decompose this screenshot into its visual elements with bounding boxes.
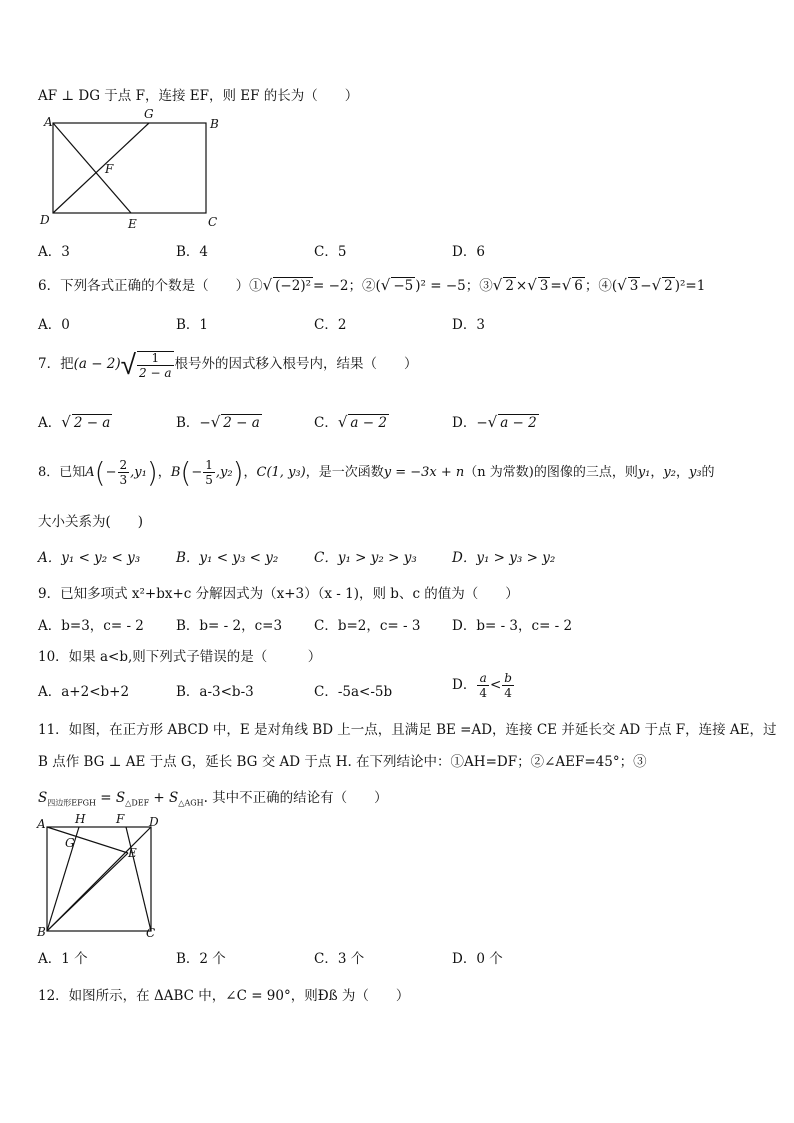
q11-label-C: C: [146, 926, 156, 940]
q11-stem-line3: $S_{四边形EFGH} = S_{\triangle DEF} + S_{\triangle AGH}$. 其中不正确的结论有（ ）: [38, 790, 388, 808]
q5-option-d: D．6: [452, 244, 485, 260]
q5-label-G: G: [144, 107, 154, 121]
q9-stem: 9．已知多项式 x²+bx+c 分解因式为（x+3）（x - 1)，则 b、c 的值为（ ）: [38, 586, 519, 602]
q11-label-H: H: [75, 812, 86, 826]
q12-stem: 12．如图所示，在 ΔABC 中，∠C = 90°，则Ðß 为（ ）: [38, 988, 410, 1004]
q11-label-D: D: [149, 815, 159, 829]
q10-option-d: D． $\frac{a}{4}$ < $\frac{b}{4}$: [452, 671, 512, 700]
q7-option-d: D．−√ a − 2: [452, 413, 537, 431]
q9-option-c: C．b=2，c= - 3: [314, 618, 421, 634]
q7-option-b: B．−√ 2 − a: [176, 413, 260, 431]
q11-option-a: A．1 个: [38, 951, 88, 967]
q11-option-b: B．2 个: [176, 951, 226, 967]
q6-stem: 6．下列各式正确的个数是（ ）①√ (−2)² = −2；②(√ −5 )² = −5；③√ 2 ×√ 3 =√ 6 ；④(√ 3 −√ 2 )²=1: [38, 276, 706, 294]
q8-stem: 8．已知A(− $\frac{2}{3}$ ,y₁)，B(− $\frac{1}{5}$ ,y₂)，C(1, y₃)，是一次函数y = −3x + n（n 为常数)的图像的三点，则y₁，y₂，y₃的: [38, 456, 715, 489]
q7-stem: 7．把(a − 2)√ $\frac{1}{2 - a}$ 根号外的因式移入根号内，结果（ ）: [38, 348, 418, 381]
q7-option-c: C．√ a − 2: [314, 413, 387, 431]
q10-stem: 10．如果 a<b,则下列式子错误的是（ ）: [38, 649, 322, 665]
q11-stem-line1: 11．如图，在正方形 ABCD 中，E 是对角线 BD 上一点，且满足 BE =AD，连接 CE 并延长交 AD 于点 F，连接 AE，过: [38, 722, 777, 738]
q6-option-b: B．1: [176, 317, 209, 333]
q11-stem-line2: B 点作 BG ⊥ AE 于点 G，延长 BG 交 AD 于点 H. 在下列结论中：①AH=DF；②∠AEF=45°；③: [38, 754, 647, 770]
q10-option-a: A．a+2<b+2: [38, 684, 130, 700]
q8-option-b: B．y₁ < y₃ < y₂: [176, 550, 279, 566]
q8-stem-line2: 大小关系为( ): [38, 514, 144, 530]
q7-option-a: A．√ 2 − a: [38, 413, 111, 431]
q5-stem-tail: AF ⊥ DG 于点 F，连接 EF，则 EF 的长为（ ）: [38, 88, 359, 104]
q11-label-E: E: [128, 846, 137, 860]
q6-option-d: D．3: [452, 317, 485, 333]
q8-option-d: D．y₁ > y₃ > y₂: [452, 550, 556, 566]
q5-label-F: F: [105, 162, 114, 176]
q11-label-F: F: [116, 812, 125, 826]
q11-label-B: B: [37, 925, 46, 939]
q11-label-A: A: [37, 817, 46, 831]
q10-option-b: B．a-3<b-3: [176, 684, 254, 700]
q8-option-c: C．y₁ > y₂ > y₃: [314, 550, 417, 566]
q11-option-d: D．0 个: [452, 951, 503, 967]
q6-option-a: A．0: [38, 317, 70, 333]
q11-label-G: G: [65, 836, 75, 850]
q5-label-C: C: [208, 215, 218, 229]
q10-option-c: C．-5a<-5b: [314, 684, 393, 700]
q5-option-a: A．3: [38, 244, 70, 260]
q5-label-D: D: [40, 213, 50, 227]
q11-option-c: C．3 个: [314, 951, 365, 967]
q5-option-b: B．4: [176, 244, 209, 260]
q5-label-A: A: [44, 115, 53, 129]
q9-option-a: A．b=3，c= - 2: [38, 618, 144, 634]
q5-option-c: C．5: [314, 244, 347, 260]
q8-option-a: A．y₁ < y₂ < y₃: [38, 550, 141, 566]
q11-square-figure: [36, 810, 166, 940]
q6-option-c: C．2: [314, 317, 347, 333]
q5-label-E: E: [128, 217, 137, 231]
q9-option-b: B．b= - 2，c=3: [176, 618, 283, 634]
q5-rectangle-figure: [38, 104, 228, 232]
q9-option-d: D．b= - 3，c= - 2: [452, 618, 573, 634]
q5-label-B: B: [210, 117, 219, 131]
